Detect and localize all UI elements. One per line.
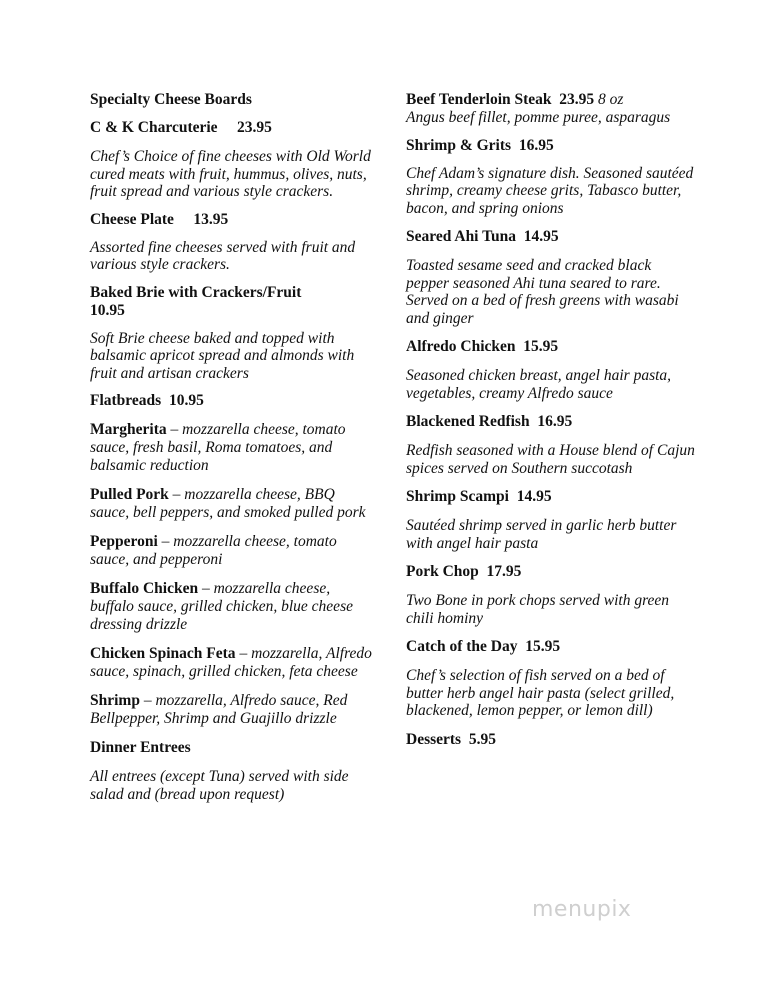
flatbread-list [90,421,375,728]
left-column [90,88,375,803]
entree-price: 23.95 [559,91,595,108]
cheese-plate-price: 13.95 [193,210,229,228]
entree-item [406,228,696,327]
entree-title [406,638,696,656]
flatbread-description: – mozzarella, Alfredo sauce, spinach, grilled chicken, feta cheese [90,645,372,680]
charcuterie-title [90,119,375,137]
entree-item [406,91,696,127]
flatbread-name: Pepperoni [90,533,158,550]
flatbread-item [90,421,375,475]
entree-name: Catch of the Day [406,638,518,655]
entree-price: 15.95 [525,638,561,655]
entree-title [406,228,696,246]
entree-note: 8 oz [598,91,624,108]
entree-item [406,413,696,477]
dinner-entrees-heading: Dinner Entrees [90,739,191,756]
entree-price: 16.95 [537,413,573,430]
desserts-price: 5.95 [468,730,496,748]
entree-title [406,91,696,109]
entree-title [406,488,696,506]
flatbread-description: – mozzarella cheese, tomato sauce, fresh basil, Roma tomatoes, and balsamic reduction [90,421,346,474]
entree-item [406,137,696,218]
entree-name: Shrimp Scampi [406,488,509,505]
charcuterie-name: C & K Charcuterie [90,119,218,136]
entree-description: Chef Adam’s signature dish. Seasoned sautéed shrimp, creamy cheese grits, Tabasco butter, bacon, and spring onions [406,164,694,217]
flatbread-description: – mozzarella, Alfredo sauce, Red Bellpepper, Shrimp and Guajillo drizzle [90,692,348,727]
entree-price: 16.95 [518,136,554,154]
entree-price: 15.95 [523,338,559,355]
brie-name: Baked Brie with Crackers/Fruit [90,283,302,301]
entree-name: Seared Ahi Tuna [406,228,516,245]
entree-description: Toasted sesame seed and cracked black pepper seasoned Ahi tuna seared to rare. Served on a bed of fresh greens with wasabi and ginger [406,257,679,327]
flatbread-item [90,645,375,681]
brie-price: 10.95 [90,301,125,319]
entree-price: 17.95 [486,563,522,580]
entree-name: Shrimp & Grits [406,136,512,154]
entree-title [406,413,696,431]
flatbread-name: Chicken Spinach Feta [90,645,236,662]
flatbread-description: – mozzarella cheese, tomato sauce, and pepperoni [90,533,337,568]
brie-description: Soft Brie cheese baked and topped with balsamic apricot spread and almonds with fruit and artisan crackers [90,329,355,382]
charcuterie-description: Chef’s Choice of fine cheeses with Old World cured meats with fruit, hummus, olives, nuts, fruit spread and various style crackers. [90,148,371,200]
right-column [406,88,696,749]
entree-description: Chef’s selection of fish served on a bed of butter herb angel hair pasta (select grilled, blackened, lemon pepper, or lemon dill) [406,667,675,719]
entree-description: Seasoned chicken breast, angel hair pasta, vegetables, creamy Alfredo sauce [406,367,672,402]
menupix-watermark: menupix [532,897,632,922]
dinner-entrees-description: All entrees (except Tuna) served with side salad and (bread upon request) [90,768,349,803]
flatbreads-title [90,392,375,410]
entree-item [406,488,696,552]
entree-description: Redfish seasoned with a House blend of Cajun spices served on Southern succotash [406,442,695,477]
entree-name: Pork Chop [406,563,479,580]
flatbread-name: Buffalo Chicken [90,580,199,597]
entree-price: 14.95 [516,488,552,505]
entree-price: 14.95 [523,228,559,245]
cheese-plate-description: Assorted fine cheeses served with fruit and various style crackers. [90,238,356,273]
flatbread-name: Margherita [90,421,167,438]
entree-name: Alfredo Chicken [406,338,516,355]
desserts-name: Desserts [406,730,462,748]
flatbreads-name: Flatbreads [90,392,162,409]
flatbread-item [90,580,375,634]
entree-title [406,137,696,155]
entree-item [406,638,696,720]
entree-description: Two Bone in pork chops served with green chili hominy [406,592,670,627]
brie-title [90,284,375,320]
entree-name: Beef Tenderloin Steak [406,91,552,108]
cheese-boards-heading: Specialty Cheese Boards [90,91,252,108]
charcuterie-price: 23.95 [236,119,272,136]
entree-item [406,338,696,402]
cheese-plate-name: Cheese Plate [90,210,174,228]
cheese-plate-title [90,211,375,229]
entree-description: Sautéed shrimp served in garlic herb butter with angel hair pasta [406,517,677,552]
flatbread-item [90,486,375,522]
flatbread-name: Shrimp [90,692,140,709]
entree-title [406,338,696,356]
flatbread-description: – mozzarella cheese, buffalo sauce, grilled chicken, blue cheese dressing drizzle [90,580,353,633]
flatbread-name: Pulled Pork [90,486,169,503]
flatbreads-price: 10.95 [168,392,204,409]
entree-title [406,563,696,581]
entree-item [406,563,696,627]
flatbread-item [90,533,375,569]
flatbread-description: – mozzarella cheese, BBQ sauce, bell peppers, and smoked pulled pork [90,486,366,521]
flatbread-item [90,692,375,728]
entree-name: Blackened Redfish [406,413,530,430]
desserts-title [406,731,696,749]
entree-description: Angus beef fillet, pomme puree, asparagus [406,109,671,126]
